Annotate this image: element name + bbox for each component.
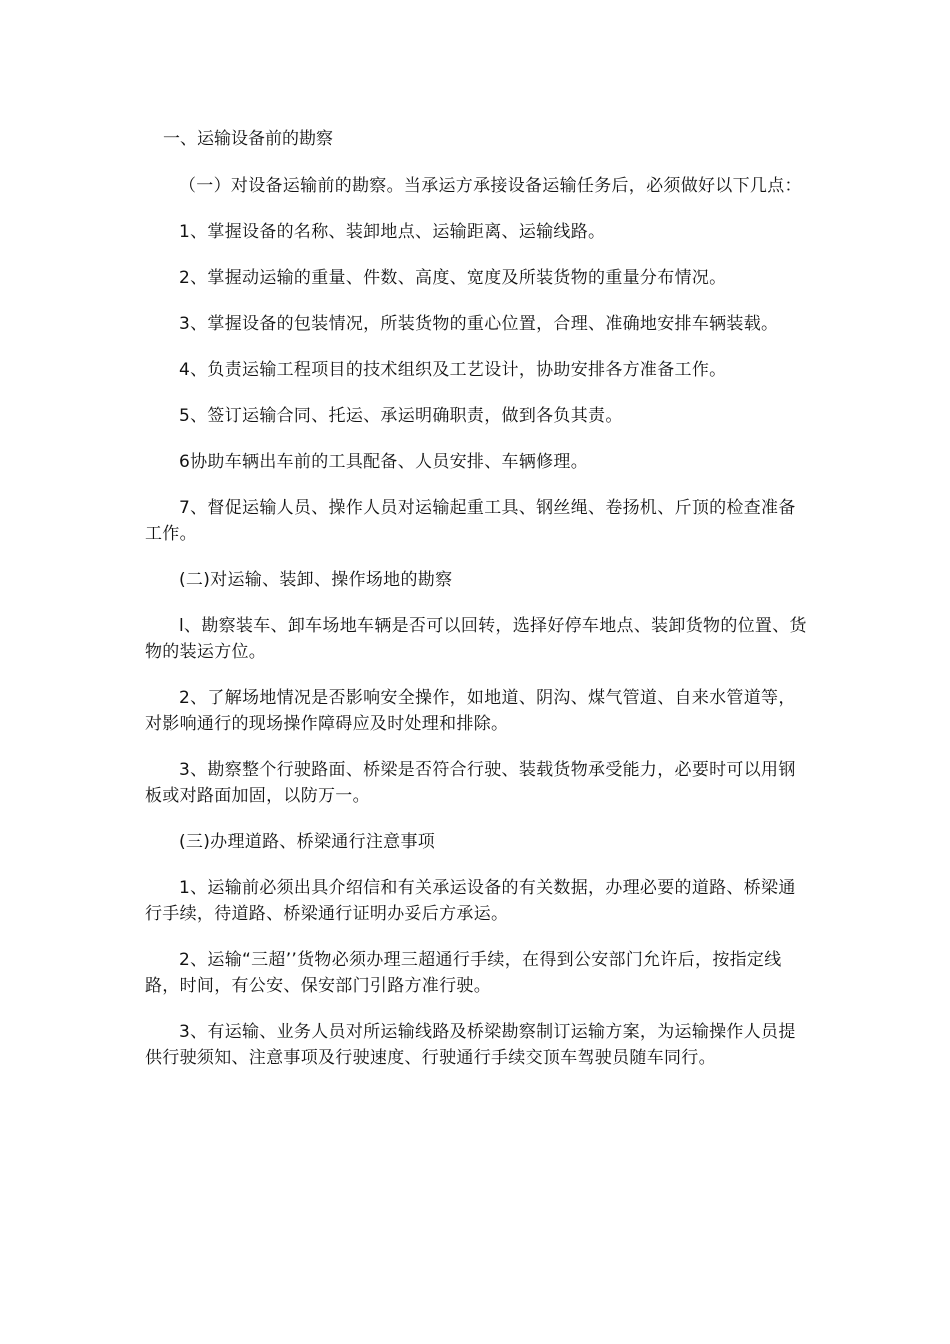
paragraph-11: 2、了解场地情况是否影响安全操作，如地道、阴沟、煤气管道、自来水管道等，对影响通行的现场操作障碍应及时处理和排除。: [145, 688, 796, 734]
paragraph-14: 1、运输前必须出具介绍信和有关承运设备的有关数据，办理必要的道路、桥梁通行手续，待道路、桥梁通行证明办妥后方承运。: [145, 878, 796, 924]
paragraph-10: l、勘察装车、卸车场地车辆是否可以回转，选择好停车地点、装卸货物的位置、货物的装运方位。: [145, 616, 807, 662]
paragraph-1: （一）对设备运输前的勘察。当承运方承接设备运输任务后，必须做好以下几点：: [179, 176, 802, 196]
paragraph-2: 1、掌握设备的名称、装卸地点、运输距离、运输线路。: [179, 222, 606, 242]
subheading-2: (二)对运输、装卸、操作场地的勘察: [179, 570, 453, 590]
document-page: [145, 126, 809, 1091]
paragraph-5: 4、负责运输工程项目的技术组织及工艺设计，协助安排各方准备工作。: [179, 360, 727, 380]
paragraph-7: 6协助车辆出车前的工具配备、人员安排、车辆修理。: [179, 452, 589, 472]
paragraph-15: 2、运输“三超’’货物必须办理三超通行手续，在得到公安部门允许后，按指定线路，时间，有公安、保安部门引路方准行驶。: [145, 950, 782, 996]
paragraph-3: 2、掌握动运输的重量、件数、高度、宽度及所装货物的重量分布情况。: [179, 268, 727, 288]
paragraph-8: 7、督促运输人员、操作人员对运输起重工具、钢丝绳、卷扬机、斤顶的检查准备工作。: [145, 498, 796, 544]
paragraph-4: 3、掌握设备的包装情况，所装货物的重心位置，合理、准确地安排车辆装载。: [179, 314, 779, 334]
subheading-3: (三)办理道路、桥梁通行注意事项: [179, 832, 436, 852]
paragraph-6: 5、签订运输合同、托运、承运明确职责，做到各负其责。: [179, 406, 623, 426]
paragraph-16: 3、有运输、业务人员对所运输线路及桥梁勘察制订运输方案，为运输操作人员提供行驶须知、注意事项及行驶速度、行驶通行手续交顶车驾驶员随车同行。: [145, 1022, 796, 1068]
section-heading: 一、运输设备前的勘察: [163, 129, 333, 149]
paragraph-12: 3、勘察整个行驶路面、桥梁是否符合行驶、装载货物承受能力，必要时可以用钢板或对路面加固，以防万一。: [145, 760, 796, 806]
